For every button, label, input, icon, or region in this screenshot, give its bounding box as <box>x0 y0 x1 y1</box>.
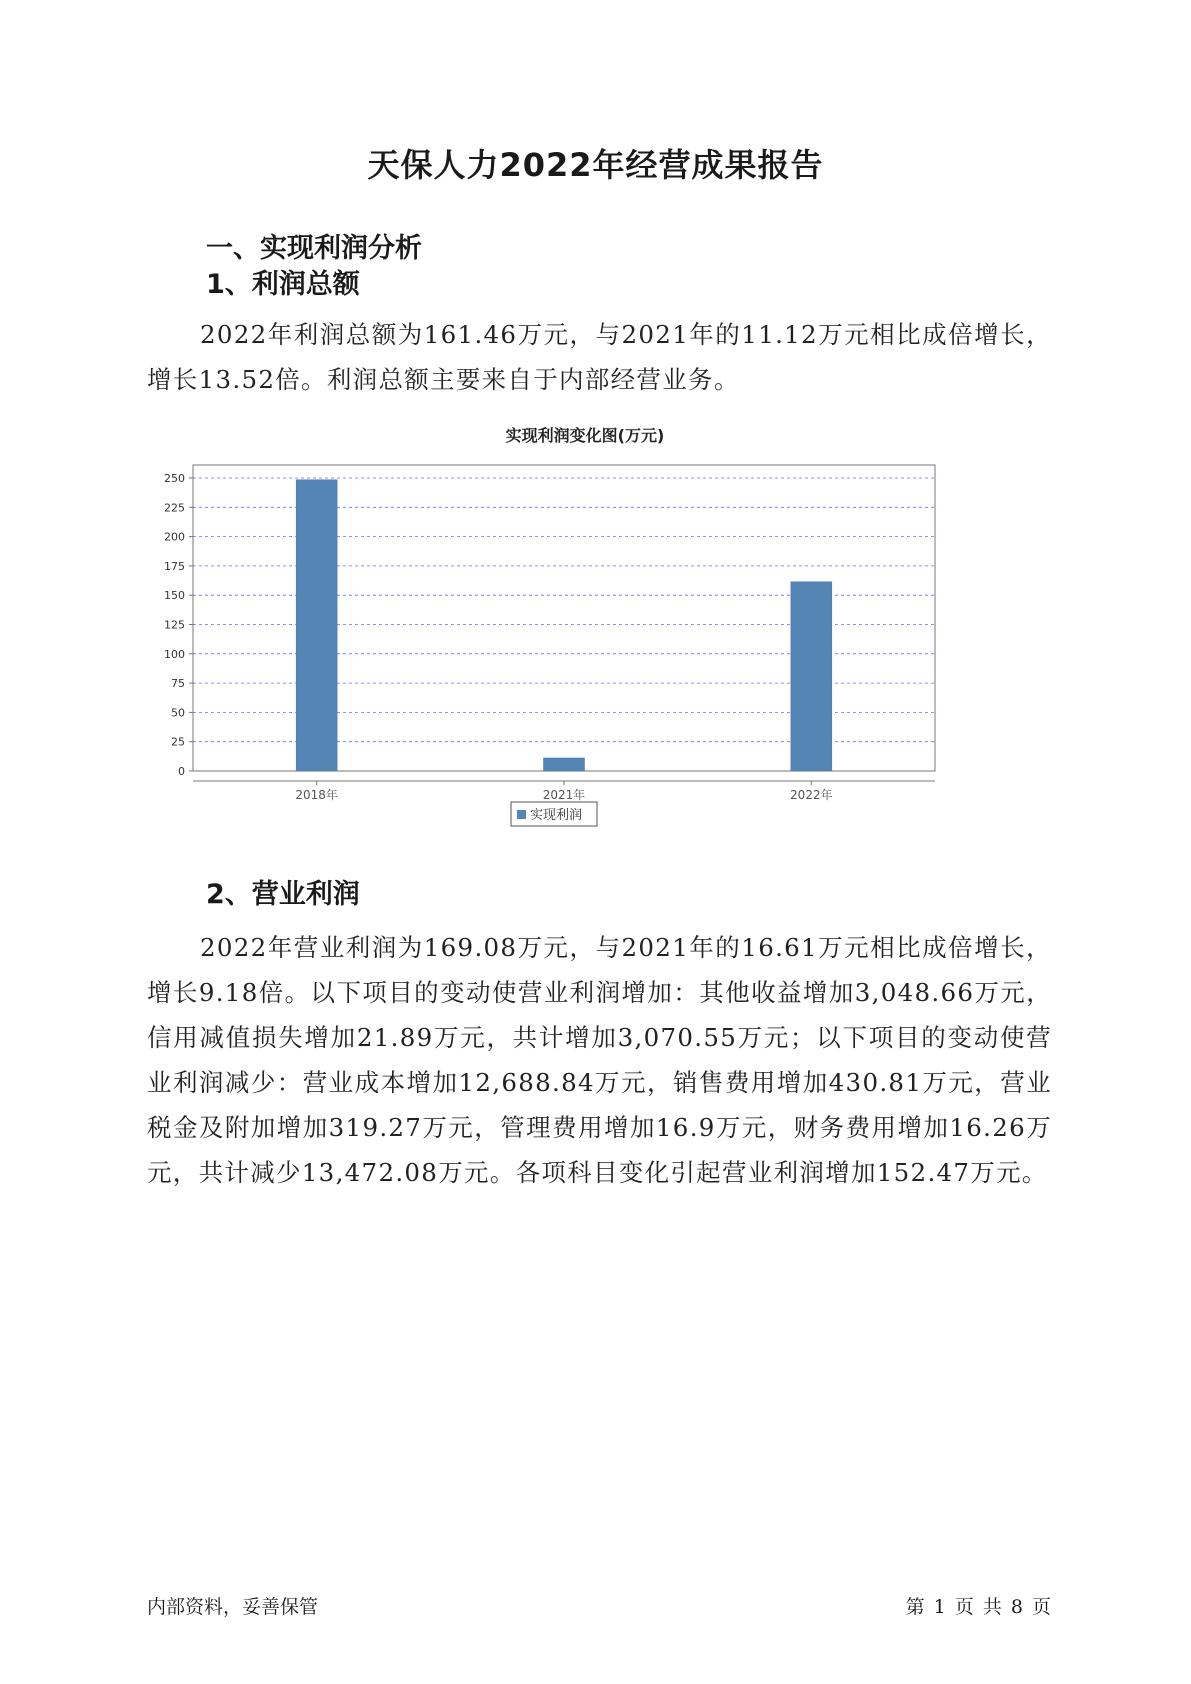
legend-swatch <box>517 810 526 819</box>
y-tick-label: 225 <box>164 501 185 515</box>
bar-2021年 <box>544 758 585 771</box>
y-tick-label: 50 <box>171 706 185 720</box>
legend-label: 实现利润 <box>530 808 583 823</box>
footer-confidential-note: 内部资料，妥善保管 <box>147 1596 319 1618</box>
page-title: 天保人力2022年经营成果报告 <box>367 146 824 184</box>
paragraph-operating-profit: 2022年营业利润为169.08万元，与2021年的16.61万元相比成倍增长，增长9.18倍。以下项目的变动使营业利润增加：其他收益增加3,048.66万元，信用减值损失增加21.89万元，共计增加3,070.55万元；以下项目的变动使营业利润减少：营业成本增加12,688.84万元，销售费用增加430.81万元，营业税金及附加增加319.27万元，管理费用增加16.9万元，财务费用增加16.26万元，共计减少13,472.08万元。各项科目变化引起营业利润增加152.47万元。 <box>147 933 1052 1187</box>
paragraph-total-profit: 2022年利润总额为161.46万元，与2021年的11.12万元相比成倍增长，增长13.52倍。利润总额主要来自于内部经营业务。 <box>147 320 1052 394</box>
y-tick-label: 175 <box>164 559 185 573</box>
x-tick-label: 2022年 <box>790 788 833 802</box>
profit-chart <box>155 425 1035 915</box>
footer-page-number: 第 1 页 共 8 页 <box>905 1596 1051 1618</box>
y-tick-label: 25 <box>171 735 185 749</box>
section-heading-profit-analysis: 一、实现利润分析 <box>206 233 422 264</box>
subheading-operating-profit: 2、营业利润 <box>206 879 360 910</box>
y-tick-label: 75 <box>171 677 185 691</box>
bar-2018年 <box>296 480 337 771</box>
chart-title: 实现利润变化图(万元) <box>505 426 665 445</box>
profit-chart-svg <box>155 425 1035 915</box>
y-tick-label: 150 <box>164 589 185 603</box>
y-tick-label: 250 <box>164 472 185 485</box>
y-tick-label: 0 <box>178 765 185 778</box>
bar-2022年 <box>791 582 832 771</box>
subheading-total-profit: 1、利润总额 <box>206 269 360 300</box>
x-tick-label: 2018年 <box>295 788 338 802</box>
x-tick-label: 2021年 <box>542 788 586 802</box>
y-tick-label: 125 <box>164 618 185 632</box>
y-tick-label: 100 <box>164 647 185 661</box>
y-tick-label: 200 <box>164 530 185 544</box>
